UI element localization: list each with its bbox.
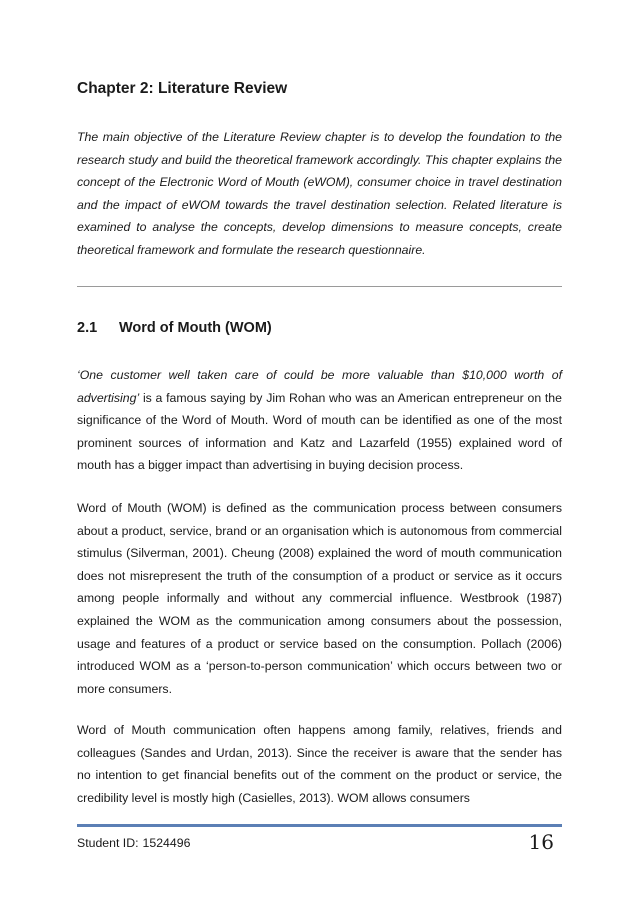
page-number: 16 — [528, 830, 554, 854]
paragraph-3: Word of Mouth communication often happens among family, relatives, friends and colleagues (Sandes and Urdan, 2013). Since the receiver is aware that the sender has no intention to get financial benefits out of the comment on the product or service, the credibility level is mostly high (Casielles, 2013). WOM allows consumers — [77, 723, 562, 805]
student-id-label: Student ID: — [77, 836, 139, 850]
paragraph-1-text: is a famous saying by Jim Rohan who was an American entrepreneur on the significance of the Word of Mouth. Word of mouth can be identified as one of the most prominent sources of information and Katz and Lazarfeld (1955) explained word of mouth has a bigger impact than advertising in buying decision process. — [77, 390, 562, 473]
paragraph-1 — [77, 364, 562, 477]
footer-student-id — [77, 835, 190, 851]
chapter-title: Chapter 2: Literature Review — [77, 80, 288, 97]
section-heading — [77, 318, 272, 338]
section-divider — [77, 286, 562, 287]
section-title: Word of Mouth (WOM) — [119, 320, 272, 336]
section-number: 2.1 — [77, 320, 98, 336]
document-page — [77, 0, 562, 903]
paragraph-2: Word of Mouth (WOM) is defined as the communication process between consumers about a product, service, brand or an organisation which is autonomous from commercial stimulus (Silverman, 2001). Cheung (2008) explained the word of mouth communication does not misrepresent the truth of the consumption of a product or service as it occurs among people informally and without any commercial influence. Westbrook (1987) explained the WOM as the communication among consumers about the possession, usage and features of a product or service based on the consumption. Pollach (2006) introduced WOM as a ‘person-to-person communication’ which occurs between two or more consumers. — [77, 501, 562, 696]
chapter-intro: The main objective of the Literature Review chapter is to develop the foundation to the research study and build the theoretical framework accordingly. This chapter explains the concept of the Electronic Word of Mouth (eWOM), consumer choice in travel destination and the impact of eWOM towards the travel destination selection. Related literature is examined to analyse the concepts, develop dimensions to measure concepts, create theoretical framework and formulate the research questionnaire. — [77, 130, 562, 257]
student-id-value: 1524496 — [142, 836, 191, 850]
quote-text: ‘One customer well taken care of could be more valuable than $10,000 worth of advertising’ — [77, 368, 562, 405]
footer-rule — [77, 824, 562, 827]
